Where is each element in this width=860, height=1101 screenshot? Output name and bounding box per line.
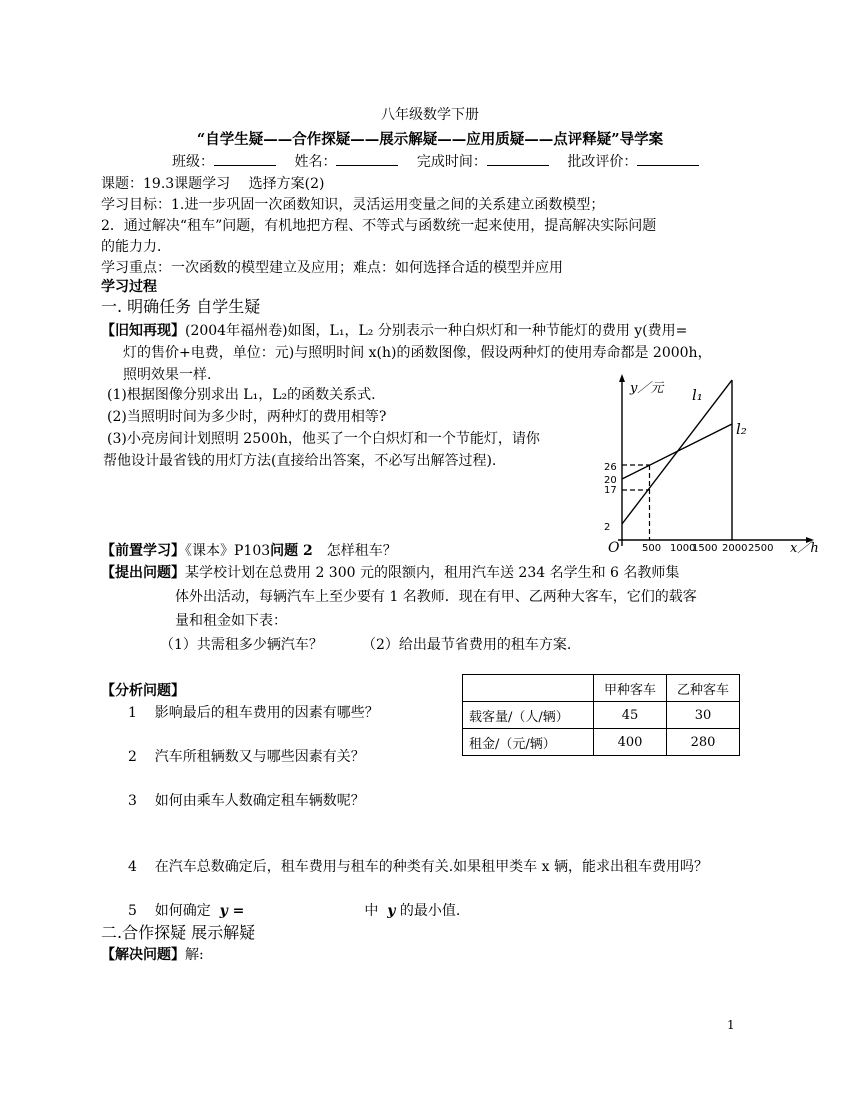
page-number: 1 <box>727 1018 735 1032</box>
problem-line3: 量和租金如下表： <box>175 613 287 629</box>
doc-subtitle: 八年级数学下册 <box>381 107 479 123</box>
goals-line1: 学习目标：1.进一步巩固一次函数知识，灵活运用变量之间的关系建立函数模型； <box>101 197 605 213</box>
field-name: 姓名： <box>294 154 337 170</box>
analysis-item-5: 5 如何确定 y = 中 y 的最小值. <box>128 903 461 919</box>
problem-sub2: （2）给出最节省费用的租车方案. <box>362 637 572 653</box>
goals-line2: 2．通过解决“租车”问题，有机地把方程、不等式与函数统一起来使用，提高解决实际问题 <box>101 218 657 234</box>
y-tick-label: 2 <box>604 522 611 533</box>
x-tick-label: 2000 <box>722 543 748 554</box>
problem-line2: 体外出活动，每辆汽车上至少要有 1 名教师．现在有甲、乙两种大客车，它们的载客 <box>175 589 697 605</box>
problem-sub1: （1）共需租多少辆汽车？ <box>160 637 323 653</box>
keypoints: 学习重点：一次函数的模型建立及应用；难点：如何选择合适的模型并应用 <box>101 260 563 276</box>
review-label: 【旧知再现】 <box>101 323 185 339</box>
section2-title: 二.合作探疑 展示解疑 <box>101 923 256 942</box>
review-line2: 灯的售价+电费，单位：元)与照明时间 x(h)的函数图像，假设两种灯的使用寿命都是 2000h， <box>123 345 712 361</box>
origin-label: O <box>608 540 620 554</box>
function-graph <box>600 372 825 554</box>
y-tick-label: 20 <box>604 475 617 486</box>
process-title: 学习过程 <box>101 279 157 295</box>
review-q1: (1)根据图像分别求出 L₁，L₂的函数关系式. <box>107 387 376 403</box>
goals-line3: 的能力力． <box>101 239 171 255</box>
series-line-l2 <box>622 424 732 479</box>
x-tick-label: 2500 <box>748 543 774 554</box>
field-time: 完成时间： <box>416 154 487 170</box>
pre-study: 【前置学习】《课本》P103问题 2 怎样租车？ <box>101 543 397 559</box>
x-tick-label: 1500 <box>692 543 718 554</box>
analysis-item-2: 2 汽车所租辆数又与哪些因素有关？ <box>128 749 365 765</box>
field-eval: 批改评价： <box>567 154 638 170</box>
header-type-b: 乙种客车 <box>667 675 740 702</box>
solve-line: 【解决问题】解: <box>101 947 204 963</box>
topic: 课题：19.3课题学习 选择方案(2) <box>101 176 325 192</box>
bus-table <box>462 674 740 756</box>
y-axis-arrow <box>619 374 625 382</box>
field-class: 班级： <box>172 154 214 170</box>
series-label-l2: l₂ <box>736 420 747 438</box>
pre-study-label: 【前置学习】 <box>101 543 185 559</box>
review-q3a: (3)小亮房间计划照明 2500h，他买了一个白炽灯和一个节能灯，请你 <box>107 431 540 447</box>
table-row: 载客量/（人/辆） 45 30 <box>463 702 740 729</box>
review-q2: (2)当照明时间为多少时，两种灯的费用相等? <box>107 409 387 425</box>
x-axis-label: x／h <box>790 541 819 554</box>
series-label-l1: l₁ <box>692 386 703 404</box>
y-axis-label: y／元 <box>630 381 664 396</box>
y-tick-label: 17 <box>604 485 617 496</box>
analysis-item-3: 3 如何由乘车人数确定租车辆数呢？ <box>128 793 365 809</box>
review-line3: 照明效果一样. <box>123 367 212 383</box>
table-header-row <box>463 675 740 702</box>
review-line1: 【旧知再现】(2004年福州卷)如图，L₁，L₂ 分别表示一种白炽灯和一种节能灯的费用 y(费用= <box>101 323 688 339</box>
section1-title: 一. 明确任务 自学生疑 <box>101 297 261 316</box>
analysis-item-1: 1 影响最后的租车费用的因素有哪些？ <box>128 705 379 721</box>
x-tick-label: 500 <box>642 543 662 554</box>
review-q3b: 帮他设计最省钱的用灯方法(直接给出答案，不必写出解答过程). <box>103 453 497 469</box>
header-fields <box>172 151 713 171</box>
analysis-label: 【分析问题】 <box>101 683 185 699</box>
doc-title: “自学生疑——合作探疑——展示解疑——应用质疑——点评释疑”导学案 <box>196 131 664 148</box>
solve-label: 【解决问题】 <box>101 947 185 963</box>
y-tick-label: 26 <box>604 462 617 473</box>
analysis-item-4: 4 在汽车总数确定后，租车费用与租车的种类有关.如果租甲类车 x 辆，能求出租车费用吗？ <box>128 859 708 875</box>
table-row: 租金/（元/辆） 400 280 <box>463 729 740 756</box>
header-type-a: 甲种客车 <box>594 675 667 702</box>
problem-line1: 【提出问题】某学校计划在总费用 2 300 元的限额内，租用汽车送 234 名学生和 6 名教师集 <box>101 565 680 581</box>
problem-label: 【提出问题】 <box>101 565 185 581</box>
x-tick-label: 1000 <box>670 543 696 554</box>
